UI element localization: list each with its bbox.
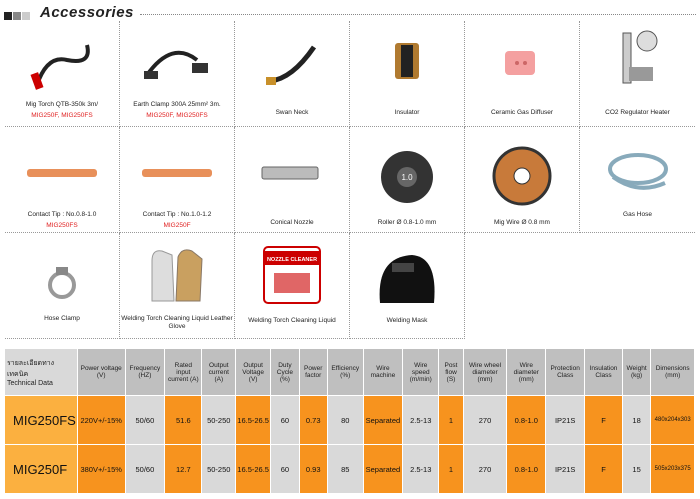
table-cell: 16.5-26.5 <box>236 396 271 445</box>
table-header-label <box>5 349 77 396</box>
item-name: Welding Mask <box>386 317 428 324</box>
table-cell: 60 <box>271 396 299 445</box>
item-model: MIG250F, MIG250FS <box>31 112 93 119</box>
table-cell: 270 <box>463 445 507 494</box>
item-name: Ceramic Gas Diffuser <box>490 109 553 116</box>
leather-glove-image <box>142 241 212 307</box>
item-name: Welding Torch Cleaning Liquid Leather Glove <box>121 315 233 330</box>
accessory-cleaning-liquid <box>235 233 350 339</box>
contact-tip-image <box>22 163 102 183</box>
accessory-conical-nozzle <box>235 127 350 233</box>
ceramic-diffuser-image <box>497 43 547 83</box>
item-model: MIG250F, MIG250FS <box>146 112 208 119</box>
accessory-mig-wire <box>465 127 580 233</box>
gas-hose-image <box>603 147 673 197</box>
table-cell: 50/60 <box>125 445 165 494</box>
roller-label: 1.0 <box>401 173 413 182</box>
table-cell: F <box>585 396 623 445</box>
technical-data-table <box>5 349 695 493</box>
table-cell: 380V+/-15% <box>77 445 125 494</box>
roller-image <box>377 147 437 207</box>
col-header: Dimensions (mm) <box>651 349 695 396</box>
table-cell: 0.93 <box>299 445 327 494</box>
table-cell: 2.5-13 <box>403 445 439 494</box>
header-en: Technical Data <box>7 379 53 387</box>
item-name: Swan Neck <box>275 109 309 116</box>
accessory-contact-tip-08 <box>5 127 120 233</box>
hose-clamp-image <box>42 263 82 303</box>
col-header: Wire diameter (mm) <box>507 349 546 396</box>
co2-regulator-image <box>613 27 663 97</box>
item-name: Contact Tip : No.0.8-1.0 <box>27 211 97 218</box>
table-cell: 2.5-13 <box>403 396 439 445</box>
empty-cell <box>465 233 580 339</box>
table-cell: 505x203x375 <box>651 445 695 494</box>
accessory-gas-hose <box>580 127 695 233</box>
table-cell: IP21S <box>546 445 585 494</box>
table-cell: 12.7 <box>165 445 202 494</box>
accessory-roller <box>350 127 465 233</box>
table-cell: 220V+/-15% <box>77 396 125 445</box>
table-cell: 50/60 <box>125 396 165 445</box>
item-name: Contact Tip : No.1.0-1.2 <box>142 211 212 218</box>
table-cell: 0.8-1.0 <box>507 396 546 445</box>
item-name: CO2 Regulator Heater <box>605 109 670 116</box>
item-name: Earth Clamp 300A 25mm² 3m. <box>133 101 221 108</box>
table-cell: 85 <box>327 445 363 494</box>
welding-mask-image <box>372 247 442 311</box>
table-cell: 50-250 <box>202 396 236 445</box>
title-decoration <box>4 7 32 17</box>
header-thai: รายละเอียดทางเทคนิค <box>7 359 55 378</box>
model-cell: MIG250F <box>5 445 77 494</box>
table-cell: Separated <box>363 396 403 445</box>
table-cell: 0.73 <box>299 396 327 445</box>
col-header: Protection Class <box>546 349 585 396</box>
title-divider <box>140 14 696 15</box>
item-name: Mig Wire Ø 0.8 mm <box>494 219 550 226</box>
col-header: Duty Cycle (%) <box>271 349 299 396</box>
item-model: MIG250F <box>163 222 191 229</box>
item-name: Welding Torch Cleaning Liquid <box>248 317 336 324</box>
table-cell: 18 <box>622 396 651 445</box>
cleaning-liquid-image <box>260 243 324 307</box>
accessory-insulator <box>350 21 465 127</box>
table-cell: 270 <box>463 396 507 445</box>
model-cell: MIG250FS <box>5 396 77 445</box>
accessory-welding-mask <box>350 233 465 339</box>
table-row <box>5 396 695 445</box>
table-cell: 60 <box>271 445 299 494</box>
item-name: Conical Nozzle <box>270 219 314 226</box>
item-name: Roller Ø 0.8-1.0 mm <box>377 219 437 226</box>
item-name: Gas Hose <box>623 211 652 218</box>
col-header: Output Voltage (V) <box>236 349 271 396</box>
accessory-swan-neck <box>235 21 350 127</box>
item-model: MIG250FS <box>46 222 78 229</box>
col-header: Rated input current (A) <box>165 349 202 396</box>
col-header: Wire machine <box>363 349 403 396</box>
table-cell: F <box>585 445 623 494</box>
mig-torch-image <box>27 35 97 90</box>
nozzle-cleaner-label: NOZZLE CLEANER <box>266 257 318 263</box>
accessories-grid <box>5 21 695 339</box>
col-header: Frequency (HZ) <box>125 349 165 396</box>
col-header: Power factor <box>299 349 327 396</box>
table-cell: 1 <box>439 396 463 445</box>
table-cell: 1 <box>439 445 463 494</box>
accessory-contact-tip-10 <box>120 127 235 233</box>
col-header: Output current (A) <box>202 349 236 396</box>
conical-nozzle-image <box>257 163 327 183</box>
item-name: Insulator <box>394 109 420 116</box>
table-cell: 80 <box>327 396 363 445</box>
table-cell: IP21S <box>546 396 585 445</box>
earth-clamp-image <box>142 35 212 90</box>
table-row <box>5 445 695 494</box>
col-header: Wire speed (m/min) <box>403 349 439 396</box>
accessory-mig-torch <box>5 21 120 127</box>
accessory-ceramic-gas-diffuser <box>465 21 580 127</box>
table-cell: 16.5-26.5 <box>236 445 271 494</box>
table-cell: 15 <box>622 445 651 494</box>
accessory-co2-regulator <box>580 21 695 127</box>
table-cell: 0.8-1.0 <box>507 445 546 494</box>
col-header: Power voltage (V) <box>77 349 125 396</box>
accessory-hose-clamp <box>5 233 120 339</box>
contact-tip-image <box>137 163 217 183</box>
page-title: Accessories <box>40 4 134 21</box>
accessory-earth-clamp <box>120 21 235 127</box>
accessory-leather-glove <box>120 233 235 339</box>
table-cell: 480x204x303 <box>651 396 695 445</box>
col-header: Post flow (S) <box>439 349 463 396</box>
col-header: Insulation Class <box>585 349 623 396</box>
table-header-row <box>5 349 695 396</box>
table-cell: Separated <box>363 445 403 494</box>
table-cell: 51.6 <box>165 396 202 445</box>
col-header: Efficiency (%) <box>327 349 363 396</box>
table-cell: 50-250 <box>202 445 236 494</box>
insulator-image <box>387 37 427 87</box>
col-header: Wire wheel diameter (mm) <box>463 349 507 396</box>
swan-neck-image <box>262 39 322 89</box>
mig-wire-image <box>492 143 552 209</box>
col-header: Weight (kg) <box>622 349 651 396</box>
item-name: Hose Clamp <box>44 315 80 322</box>
item-name: Mig Torch QTB-350k 3m/ <box>25 101 99 108</box>
